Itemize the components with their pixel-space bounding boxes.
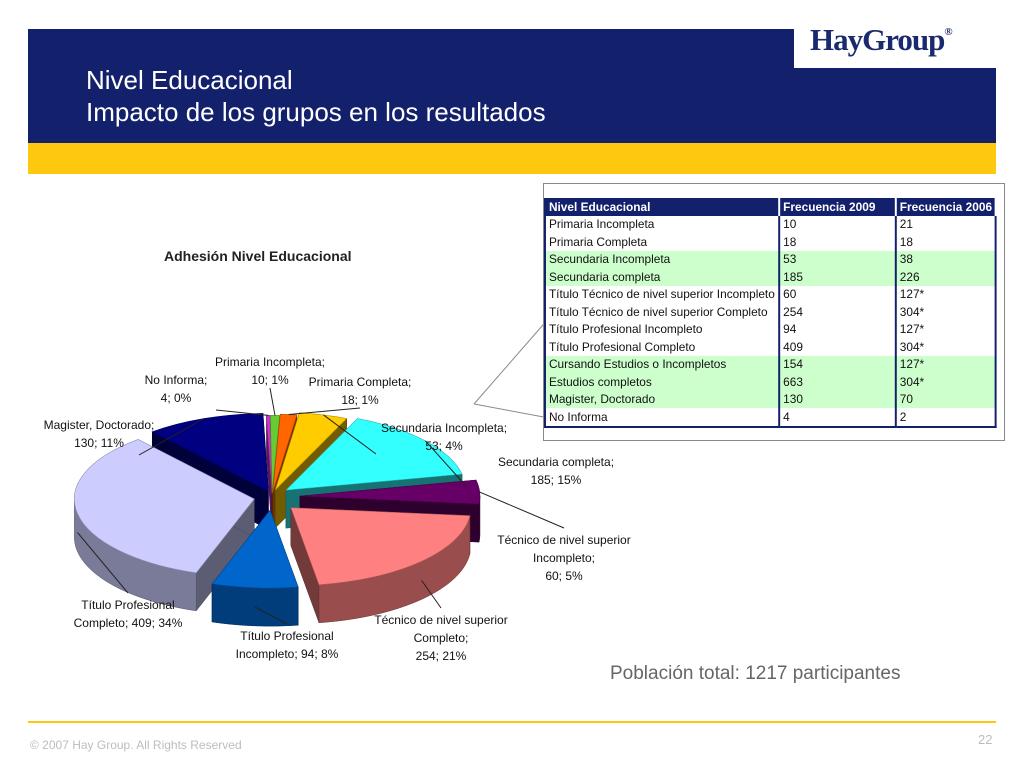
slice-label: Primaria Completa;: [308, 375, 412, 389]
table-cell: 4: [779, 408, 896, 427]
table-cell: 304*: [896, 338, 996, 356]
table-cell: Nivel Educacional: [545, 198, 779, 216]
table-cell: Secundaria Incompleta: [545, 251, 779, 269]
table-cell: Primaria Completa: [545, 233, 779, 251]
slice-label: Magister, Doctorado;: [43, 418, 155, 432]
slice-label: Técnico de nivel superior: [497, 533, 631, 547]
frequency-table: [544, 198, 997, 428]
table-cell: 130: [779, 391, 896, 409]
title-line-2: Impacto de los grupos en los resultados: [86, 97, 546, 127]
table-cell: Estudios completos: [545, 373, 779, 391]
table-cell: Título Profesional Completo: [545, 338, 779, 356]
table-row: [545, 373, 996, 391]
haygroup-logo: HayGroup®: [810, 22, 952, 57]
table-cell: 254: [779, 303, 896, 321]
slice-label: Primaria Incompleta;: [214, 355, 326, 369]
table-cell: 127*: [896, 321, 996, 339]
slice-label: 18; 1%: [341, 393, 379, 407]
callout-line: [474, 404, 549, 418]
slice-label: 53; 4%: [425, 439, 463, 453]
leader-line: [480, 492, 564, 528]
table-row: [545, 391, 996, 409]
slice-label: Incompleto;: [532, 551, 596, 565]
table-cell: No Informa: [545, 408, 779, 427]
table-cell: Título Profesional Incompleto: [545, 321, 779, 339]
footer-line: [28, 721, 996, 723]
slice-label: Técnico de nivel superior: [374, 613, 508, 627]
table-cell: 663: [779, 373, 896, 391]
table-row: [545, 233, 996, 251]
leader-line: [270, 388, 275, 415]
leader-line: [289, 408, 360, 415]
table-cell: Título Técnico de nivel superior Completo: [545, 303, 779, 321]
table-cell: Primaria Incompleta: [545, 216, 779, 234]
table-cell: Frecuencia 2006: [896, 198, 996, 216]
slice-label: 254; 21%: [415, 649, 467, 663]
table-row: [545, 251, 996, 269]
slice-label: Secundaria completa;: [497, 455, 615, 469]
table-cell: 409: [779, 338, 896, 356]
slice-label: 4; 0%: [160, 391, 192, 405]
table-cell: Magister, Doctorado: [545, 391, 779, 409]
slice-label: Completo; 409; 34%: [73, 616, 183, 630]
slice-label: Título Profesional: [81, 598, 175, 612]
table-cell: 10: [779, 216, 896, 234]
table-cell: 127*: [896, 286, 996, 304]
table-cell: 94: [779, 321, 896, 339]
table-cell: Secundaria completa: [545, 268, 779, 286]
table-row: [545, 321, 996, 339]
table-cell: 185: [779, 268, 896, 286]
table-row: [545, 408, 996, 427]
callout-line: [474, 318, 549, 404]
slice-label: No Informa;: [144, 373, 208, 387]
table-cell: 304*: [896, 373, 996, 391]
table-cell: 21: [896, 216, 996, 234]
table-cell: Cursando Estudios o Incompletos: [545, 356, 779, 374]
slice-label: 130; 11%: [74, 436, 124, 450]
table-cell: 70: [896, 391, 996, 409]
table-cell: 304*: [896, 303, 996, 321]
slice-label: Incompleto; 94; 8%: [235, 647, 339, 661]
slice-label: Completo;: [413, 631, 469, 645]
table-cell: 18: [779, 233, 896, 251]
table-row: [545, 268, 996, 286]
page-number: 22: [978, 732, 993, 747]
copyright: © 2007 Hay Group. All Rights Reserved: [30, 738, 242, 752]
table-cell: 53: [779, 251, 896, 269]
table-row: [545, 303, 996, 321]
table-cell: 2: [896, 408, 996, 427]
table-cell: 127*: [896, 356, 996, 374]
slice-label: Título Profesional: [240, 629, 334, 643]
population-total: Población total: 1217 participantes: [610, 663, 901, 684]
table-cell: 38: [896, 251, 996, 269]
slice-label: 60; 5%: [545, 569, 583, 583]
title-line-1: Nivel Educacional: [86, 65, 293, 95]
table-header-row: [545, 198, 996, 216]
table-cell: Título Técnico de nivel superior Incompleto: [545, 286, 779, 304]
table-cell: 18: [896, 233, 996, 251]
table-row: [545, 286, 996, 304]
slice-label: 185; 15%: [530, 473, 582, 487]
table-row: [545, 338, 996, 356]
slice-label: 10; 1%: [251, 373, 289, 387]
table-cell: 60: [779, 286, 896, 304]
table-row: [545, 356, 996, 374]
chart-title: Adhesión Nivel Educacional: [164, 248, 352, 264]
table-cell: 154: [779, 356, 896, 374]
table-cell: Frecuencia 2009: [779, 198, 896, 216]
slice-label: Secundaria Incompleta;: [380, 421, 508, 435]
table-cell: 226: [896, 268, 996, 286]
table-row: [545, 216, 996, 234]
